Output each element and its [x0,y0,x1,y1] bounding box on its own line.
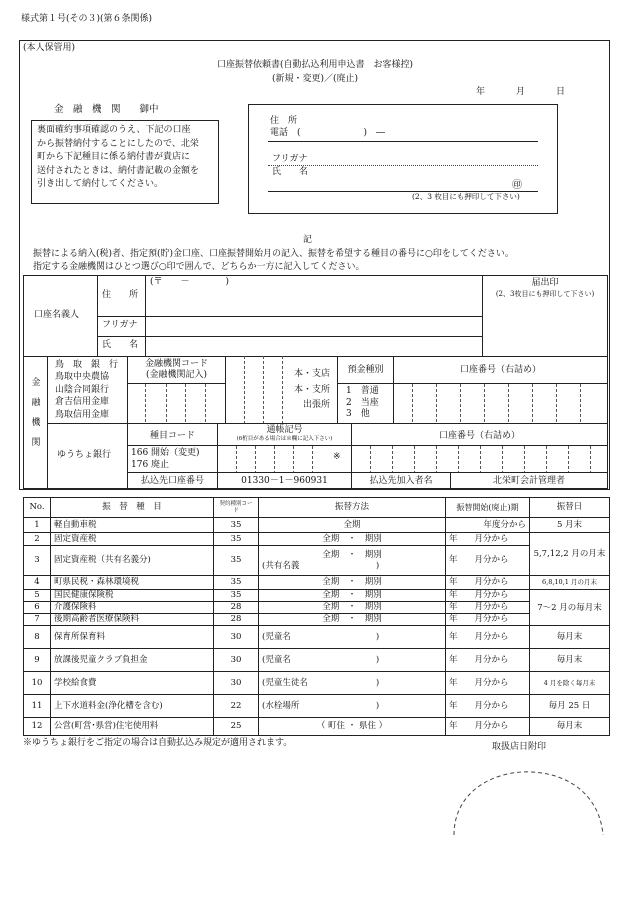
row-method[interactable]: 全期 ・ 期別 [259,533,446,546]
bank-name-5[interactable]: 鳥取信用金庫 [55,409,110,420]
post-item-code-label: 種目コード [149,431,195,441]
row-no[interactable]: 3 [24,546,51,576]
payee-name: 北栄町会計管理者 [492,476,565,486]
row-code: 35 [214,590,259,602]
bank-name-3[interactable]: 山陰合同銀行 [55,384,110,395]
instructions-heading: 記 [303,235,313,245]
row-item: 放課後児童クラブ負担金 [51,649,214,672]
seal-note: (2、3 枚目にも押印して下さい) [412,192,520,201]
notice-line-3: 町から下記種目に係る納付書が貴店に [37,152,191,162]
row-start[interactable]: 年 月分から [446,718,530,736]
instructions-line-2: 指定する金融機関はひとつ選び○印で囲んで、どちらか一方に記入してください。 [33,262,365,272]
row-item: 保育所保育料 [51,626,214,649]
applicant-address-label: 住 所 [270,116,298,126]
copy-label: (本人保管用) [23,43,76,53]
post-code-start[interactable]: 166 開始（変更) [131,448,200,458]
deposit-type-list [346,386,379,421]
row-method[interactable]: 全期 ・ 期別 [259,576,446,590]
row-start[interactable]: 年 月分から [446,576,530,590]
holder-section-label: 口座名義人 [34,310,80,320]
row-date-merged: 5,7,12,2 月の月末 [530,533,610,576]
bank-account-label: 口座番号（右詰め） [459,365,541,375]
post-account-label: 口座番号（右詰め） [438,431,520,441]
header-date: 振替日 [530,498,610,518]
table-row[interactable] [24,672,610,695]
row-method[interactable]: (児童生徒名 ) [259,672,446,695]
payee-account: 01330－1－960931 [241,476,328,486]
row-method[interactable]: 全期 ・ 期別 [322,549,382,560]
table-row[interactable] [24,602,610,614]
bank-name-4[interactable]: 倉吉信用金庫 [55,397,110,408]
row-start[interactable]: 年 月分から [446,602,530,614]
row-no[interactable]: 12 [24,718,51,736]
row-code: 28 [214,602,259,614]
row-start[interactable]: 年 月分から [446,533,530,546]
holder-name-label: 氏 名 [102,340,139,350]
deposit-type-3[interactable]: 3 他 [346,409,370,419]
bank-addressee: 金 融 機 関 御中 [54,104,159,115]
applicant-furigana-label: フリガナ [272,154,308,164]
bank-section-char-1: 金 [31,378,41,388]
row-date: 毎月末 [530,649,610,672]
bank-name-list [55,359,118,421]
row-no[interactable]: 5 [24,590,51,602]
holder-seal-title: 届出印 [531,278,559,288]
row-no[interactable]: 6 [24,602,51,614]
deposit-type-label: 預金種別 [347,365,384,375]
table-row[interactable] [24,533,610,546]
date-day: 日 [556,87,566,97]
header-item: 振 替 種 目 [51,498,214,518]
bank-name-1[interactable]: 鳥 取 銀 行 [55,360,119,370]
holder-address-label: 住 所 [102,290,139,300]
row-start[interactable]: 年 月分から [446,590,530,602]
row-start[interactable]: 年 月分から [446,695,530,718]
holder-seal-note: (2、3枚目にも押印して下さい) [495,290,595,298]
applicant-name-label: 氏 名 [272,167,309,177]
row-item: 後期高齢者医療保険料 [51,614,214,626]
row-code: 30 [214,649,259,672]
notice-line-5: 引き出して納付してください。 [37,179,164,189]
form-title: 口座振替依頼書(自動払込利用申込書 お客様控) [216,60,414,70]
row-item: 公営(町営･県営)住宅使用料 [51,718,214,736]
row-code: 35 [214,533,259,546]
transfer-items-table [23,497,610,736]
footer-note: ※ゆうちょ銀行をご指定の場合は自動払込み規定が適用されます。 [23,738,293,748]
notice-line-1: 裏面確約事項確認のうえ、下記の口座 [37,125,191,135]
table-row[interactable] [24,518,610,533]
row-method[interactable]: 全期 [259,518,446,533]
row-code: 30 [214,626,259,649]
bank-section-char-3: 機 [31,418,41,428]
holder-furigana-label: フリガナ [102,320,138,330]
row-item: 固定資産税 [51,533,214,546]
row-no[interactable]: 9 [24,649,51,672]
post-passbook-label: 通帳記号 [266,425,303,435]
row-no[interactable]: 7 [24,614,51,626]
row-method[interactable]: (児童名 ) [259,626,446,649]
bank-code-label-1: 金融機関コード [144,359,208,369]
row-no[interactable]: 11 [24,695,51,718]
table-header-row [24,498,610,518]
row-method[interactable]: （ 町住 ・ 県住 ） [259,718,446,736]
post-bank-name[interactable]: ゆうちょ銀行 [57,450,112,460]
row-method[interactable]: (水栓場所 ) [259,695,446,718]
instructions-line-1: 振替による納入(税)者、指定預(貯)金口座、口座振替開始月の記入、振替を希望する種目の番号に○印をしてください。 [33,249,514,259]
bank-code-label-2: (金融機関記入) [145,370,208,380]
row-start[interactable]: 年 月分から [446,626,530,649]
row-code: 35 [214,546,259,576]
bank-section-label [26,373,46,453]
table-row[interactable] [24,590,610,602]
table-row[interactable] [24,718,610,736]
row-code: 25 [214,718,259,736]
row-date: 毎月 25 日 [530,695,610,718]
row-code: 22 [214,695,259,718]
row-no[interactable]: 1 [24,518,51,533]
deposit-type-2[interactable]: 2 当座 [346,397,379,408]
row-no[interactable]: 10 [24,672,51,695]
table-row[interactable] [24,576,610,590]
payee-name-label: 払込先加入者名 [369,476,433,486]
header-code: 契約種別コード [214,498,259,518]
table-row[interactable] [24,546,610,576]
notice-line-4: 送付されたときは、納付書記載の金額を [37,165,200,176]
table-row[interactable] [24,626,610,649]
row-date-merged: 7～2 月の毎月末 [530,590,610,626]
row-code: 35 [214,518,259,533]
date-year: 年 [476,87,486,97]
row-item: 国民健康保険税 [51,590,214,602]
row-item: 町県民税・森林環境税 [51,576,214,590]
row-start[interactable]: 年 月分から [446,672,530,695]
row-item: 上下水道料金(浄化槽を含む) [51,695,214,718]
row-method[interactable]: 全期 ・ 期別 [259,614,446,626]
applicant-phone[interactable]: 電話 ( ) ― [270,128,386,138]
header-method: 振替方法 [259,498,446,518]
row-method-sub[interactable]: (共有名義 ) [262,560,380,571]
row-start[interactable]: 年 月分から [446,546,530,576]
branch-label-2: 本・支所 [294,385,331,395]
row-method[interactable]: 全期 ・ 期別 [259,602,446,614]
row-code: 35 [214,576,259,590]
branch-label-3: 出張所 [303,400,331,410]
row-start[interactable]: 年度分から [446,518,530,533]
table-row[interactable] [24,614,610,626]
bank-section-char-2: 融 [31,398,41,408]
table-row[interactable] [24,695,610,718]
row-code: 30 [214,672,259,695]
branch-label-1: 本・支店 [294,369,331,379]
row-method[interactable]: (児童名 ) [259,649,446,672]
row-code: 28 [214,614,259,626]
form-id: 様式第１号(その３)(第６条関係) [21,14,153,24]
row-no[interactable]: 2 [24,533,51,546]
row-date: 4 月を除く毎月末 [530,672,610,695]
row-start[interactable]: 年 月分から [446,649,530,672]
header-start: 振替開始(廃止)期 [446,498,530,518]
row-date: 6,8,10,1 月の月末 [530,576,610,590]
form-subtitle: (新規・変更)／(廃止) [271,74,359,84]
bank-name-2[interactable]: 鳥取中央農協 [55,372,110,383]
row-start[interactable]: 年 月分から [446,614,530,626]
row-date: 5 月末 [530,518,610,533]
post-asterisk: ※ [333,452,341,462]
row-item: 学校給食費 [51,672,214,695]
row-date: 毎月末 [530,626,610,649]
notice-line-2: から振替納付することにしたので、北栄 [37,138,199,149]
row-item: 介護保険料 [51,602,214,614]
row-date: 毎月末 [530,718,610,736]
date-month: 月 [516,87,526,97]
row-no[interactable]: 4 [24,576,51,590]
row-item: 軽自動車税 [51,518,214,533]
post-code-end[interactable]: 176 廃止 [131,460,170,470]
deposit-type-1[interactable]: 1 普通 [346,386,379,396]
stamp-area [454,760,604,840]
table-row[interactable] [24,649,610,672]
holder-postal[interactable]: (〒 － ) [150,277,230,287]
post-passbook-note: (6桁目がある場合は※欄に記入下さい) [236,436,333,442]
stamp-label: 取扱店日附印 [492,742,547,752]
payee-account-label: 払込先口座番号 [140,476,204,486]
bank-section-char-4: 関 [31,438,41,448]
row-no[interactable]: 8 [24,626,51,649]
header-no: No. [24,498,51,518]
row-method[interactable]: 全期 ・ 期別 [259,590,446,602]
row-method-cell[interactable] [259,546,446,576]
seal-mark: ㊞ [512,180,522,191]
row-item: 固定資産税（共有名義分) [51,546,214,576]
